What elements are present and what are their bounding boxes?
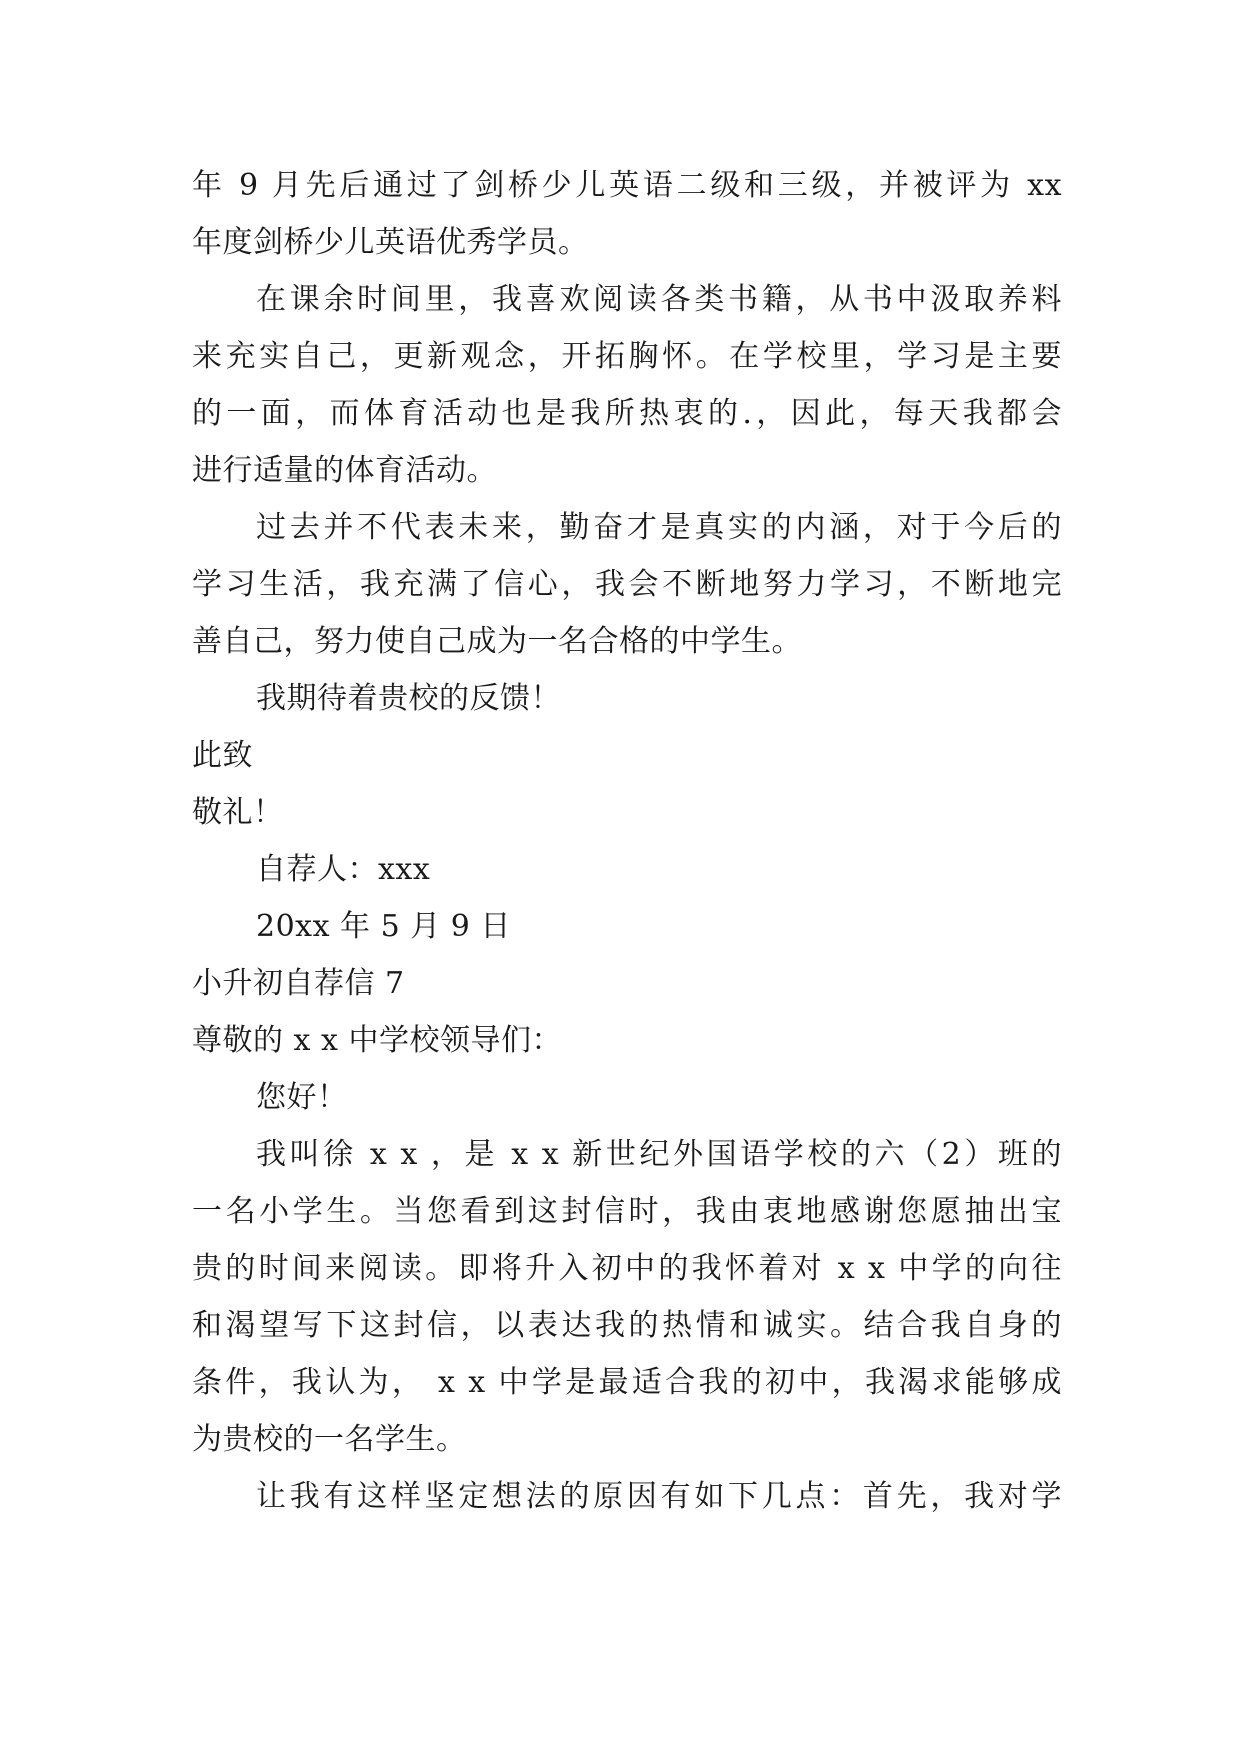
date-line: 20xx 年 5 月 9 日 <box>256 909 511 944</box>
text-line: 学习生活，我充满了信心，我会不断地努力学习，不断地完 <box>192 567 1062 602</box>
text-line: 和渴望写下这封信，以表达我的热情和诚实。结合我自身的 <box>192 1308 1062 1343</box>
text-line: 在课余时间里，我喜欢阅读各类书籍，从书中汲取养料 <box>256 282 1062 317</box>
text-line: 年度剑桥少儿英语优秀学员。 <box>192 225 589 260</box>
text-line: 我叫徐 x x ，是 x x 新世纪外国语学校的六（2）班的 <box>256 1137 1062 1172</box>
text-line: 一名小学生。当您看到这封信时，我由衷地感谢您愿抽出宝 <box>192 1194 1062 1229</box>
text-line: 您好！ <box>256 1080 348 1115</box>
closing-line: 此致 <box>192 738 253 773</box>
text-line: 贵的时间来阅读。即将升入初中的我怀着对 x x 中学的向往 <box>192 1251 1062 1286</box>
text-line: 我期待着贵校的反馈！ <box>256 681 561 716</box>
text-line: 的一面，而体育活动也是我所热衷的.，因此，每天我都会 <box>192 396 1062 431</box>
text-line: 让我有这样坚定想法的原因有如下几点：首先，我对学 <box>256 1479 1062 1514</box>
text-line: 为贵校的一名学生。 <box>192 1422 467 1457</box>
greeting-line: 尊敬的 x x 中学校领导们： <box>192 1023 562 1058</box>
salutation-line: 敬礼！ <box>192 795 284 830</box>
text-line: 善自己，努力使自己成为一名合格的中学生。 <box>192 624 802 659</box>
text-line: 过去并不代表未来，勤奋才是真实的内涵，对于今后的 <box>256 510 1062 545</box>
section-title: 小升初自荐信 7 <box>192 966 405 1001</box>
text-line: 条件，我认为， x x 中学是最适合我的初中，我渴求能够成 <box>192 1365 1062 1400</box>
text-line: 进行适量的体育活动。 <box>192 453 497 488</box>
signature-line: 自荐人：xxx <box>256 852 431 887</box>
text-line: 来充实自己，更新观念，开拓胸怀。在学校里，学习是主要 <box>192 339 1062 374</box>
text-line: 年 9 月先后通过了剑桥少儿英语二级和三级，并被评为 xx <box>192 168 1062 203</box>
